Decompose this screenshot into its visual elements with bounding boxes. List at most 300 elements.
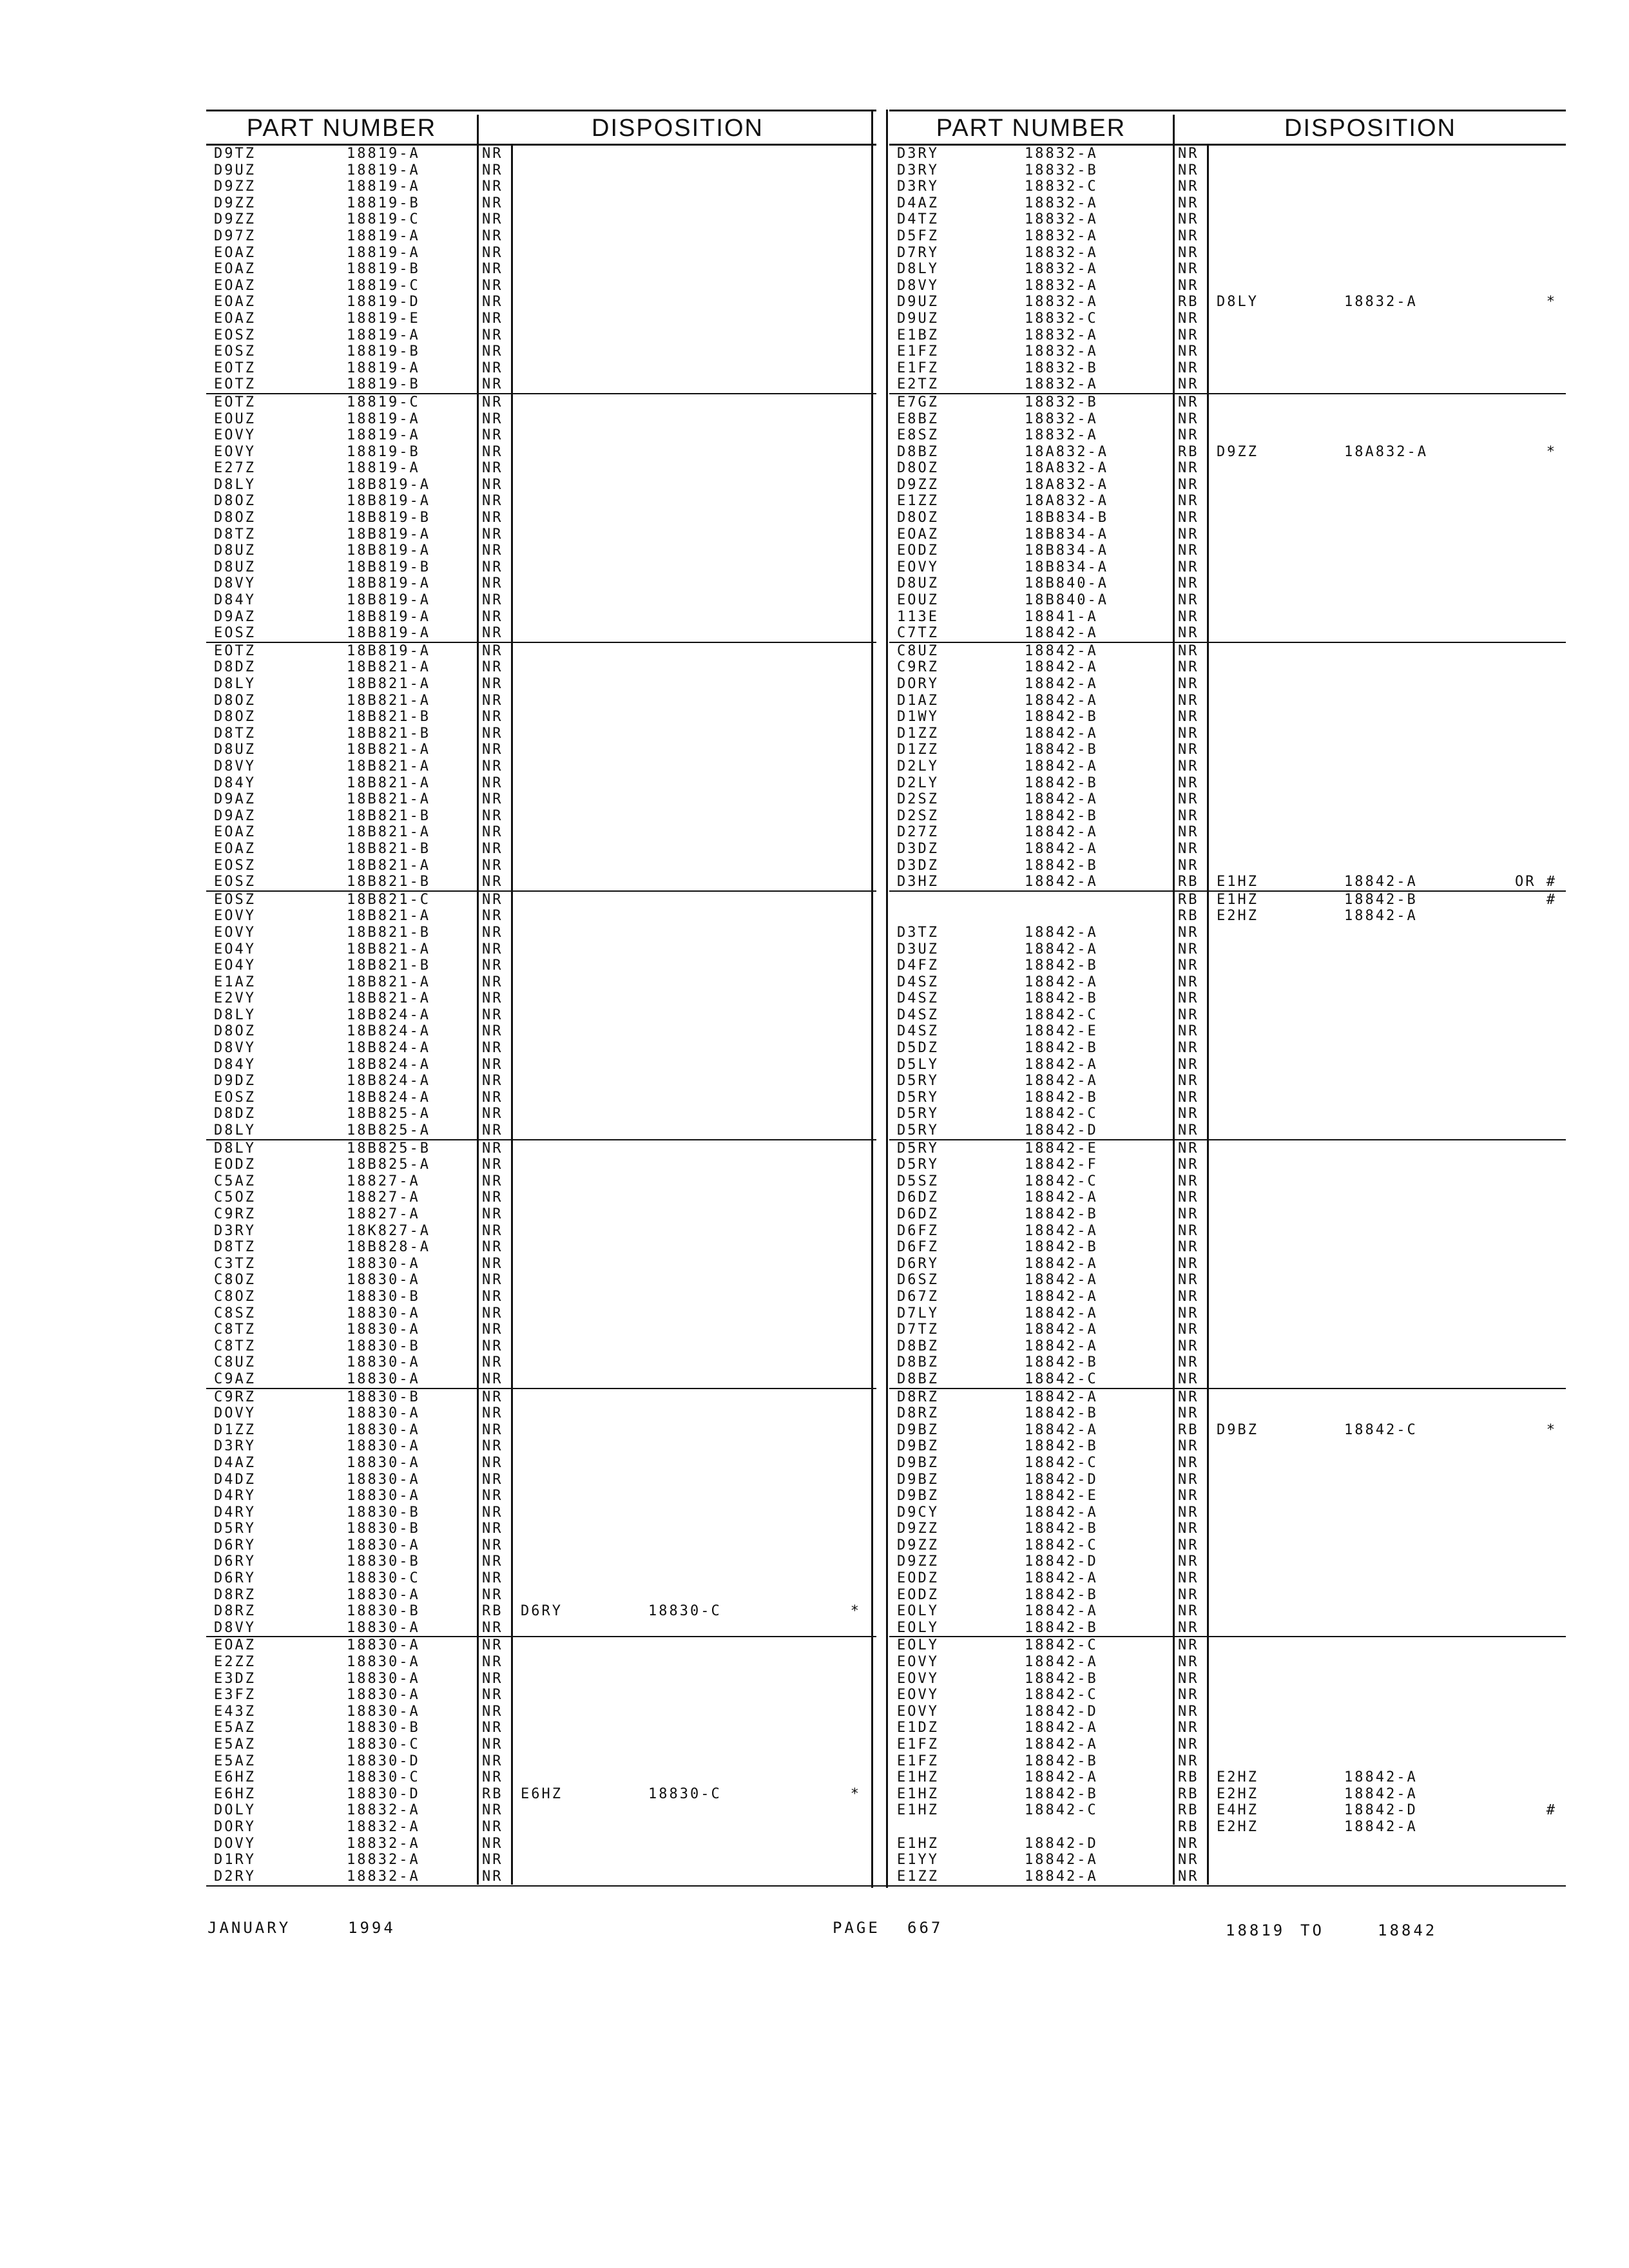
replacement-part-number bbox=[629, 575, 790, 592]
disposition-code: RB bbox=[1173, 874, 1209, 890]
replacement-part-number bbox=[1325, 1753, 1486, 1770]
part-prefix: EODZ bbox=[897, 1570, 939, 1587]
disposition-note bbox=[1486, 228, 1563, 245]
part-prefix: C8UZ bbox=[214, 1354, 256, 1371]
disposition-code: NR bbox=[477, 343, 513, 360]
part-number: 18B821-B bbox=[347, 807, 430, 824]
disposition-code: NR bbox=[1173, 824, 1209, 841]
replacement-part-number bbox=[629, 1687, 790, 1704]
replacement-prefix bbox=[513, 693, 629, 709]
part-number: 18819-B bbox=[347, 376, 420, 393]
table-row bbox=[206, 1769, 876, 1786]
part-number: 18827-A bbox=[347, 1189, 420, 1206]
replacement-prefix bbox=[513, 659, 629, 676]
part-number: 18819-A bbox=[347, 460, 420, 477]
replacement-prefix bbox=[513, 808, 629, 825]
part-number: 18B834-A bbox=[1025, 543, 1108, 559]
replacement-part-number bbox=[629, 1057, 790, 1073]
table-row bbox=[206, 609, 876, 626]
replacement-prefix bbox=[513, 824, 629, 841]
part-number: 18832-A bbox=[1025, 146, 1098, 162]
part-number: 18842-D bbox=[1025, 1122, 1098, 1139]
disposition-note bbox=[790, 1802, 867, 1819]
replacement-prefix bbox=[513, 1438, 629, 1455]
disposition-note bbox=[790, 493, 867, 510]
part-number: 18830-A bbox=[347, 1305, 420, 1321]
disposition-code: NR bbox=[1173, 526, 1209, 543]
part-number: 18842-A bbox=[1025, 824, 1098, 841]
replacement-prefix bbox=[1209, 427, 1325, 444]
replacement-prefix bbox=[513, 1223, 629, 1240]
part-prefix: D5RY bbox=[214, 1521, 256, 1537]
part-number: 18830-A bbox=[347, 1619, 420, 1636]
table-row bbox=[889, 1869, 1566, 1885]
replacement-prefix bbox=[513, 1389, 629, 1406]
disposition-note: * bbox=[850, 1785, 861, 1802]
table-row bbox=[206, 327, 876, 344]
replacement-part-number bbox=[1325, 559, 1486, 576]
table-row bbox=[206, 592, 876, 609]
replacement-prefix bbox=[1209, 510, 1325, 526]
disposition-code: NR bbox=[1173, 1587, 1209, 1604]
disposition-note bbox=[1486, 1354, 1563, 1371]
replacement-part-number bbox=[629, 742, 790, 758]
part-number: 18842-C bbox=[1025, 1006, 1098, 1023]
replacement-prefix bbox=[513, 1354, 629, 1371]
table-row bbox=[206, 841, 876, 858]
disposition-code: NR bbox=[477, 758, 513, 775]
part-number: 18B819-A bbox=[347, 476, 430, 493]
disposition-note bbox=[790, 1256, 867, 1273]
part-prefix: D9AZ bbox=[214, 791, 256, 808]
replacement-part-number bbox=[1325, 1073, 1486, 1090]
part-prefix: C7TZ bbox=[897, 625, 939, 642]
part-number: 18B840-A bbox=[1025, 592, 1108, 609]
replacement-prefix bbox=[513, 211, 629, 228]
part-number: 18819-A bbox=[347, 227, 420, 244]
table-row bbox=[206, 1603, 876, 1620]
part-prefix: D6RY bbox=[214, 1553, 256, 1570]
part-prefix: D5RY bbox=[897, 1140, 939, 1157]
replacement-part-number bbox=[629, 1504, 790, 1521]
part-number: 18830-A bbox=[347, 1421, 420, 1438]
disposition-code: NR bbox=[1173, 1553, 1209, 1570]
disposition-note bbox=[790, 693, 867, 709]
part-prefix: D9ZZ bbox=[897, 1537, 939, 1553]
part-prefix: DOLY bbox=[214, 1802, 256, 1819]
disposition-code: NR bbox=[1173, 493, 1209, 510]
table-row bbox=[206, 1354, 876, 1371]
disposition-code: NR bbox=[477, 1553, 513, 1570]
table-row bbox=[889, 1338, 1566, 1355]
replacement-part-number bbox=[629, 1338, 790, 1355]
part-number: 18830-A bbox=[347, 1703, 420, 1720]
disposition-code: NR bbox=[477, 1438, 513, 1455]
part-prefix: D5LY bbox=[897, 1056, 939, 1073]
disposition-code: NR bbox=[1173, 1654, 1209, 1671]
disposition-note bbox=[1486, 1206, 1563, 1223]
disposition-code: NR bbox=[477, 908, 513, 925]
replacement-part-number bbox=[1325, 1836, 1486, 1852]
part-prefix: D5RY bbox=[897, 1122, 939, 1139]
part-number: 18B819-A bbox=[347, 493, 430, 510]
part-prefix: E1HZ bbox=[897, 1769, 939, 1786]
disposition-code: NR bbox=[1173, 609, 1209, 626]
part-prefix: D8VY bbox=[897, 277, 939, 294]
disposition-code: NR bbox=[477, 676, 513, 693]
part-prefix: EOSZ bbox=[214, 343, 256, 360]
disposition-note bbox=[790, 311, 867, 327]
part-number: 18842-D bbox=[1025, 1553, 1098, 1570]
replacement-part-number bbox=[1325, 592, 1486, 609]
part-number: 18830-C bbox=[347, 1769, 420, 1786]
left-table-header bbox=[206, 110, 876, 146]
table-row bbox=[889, 178, 1566, 195]
part-prefix: D2SZ bbox=[897, 807, 939, 824]
replacement-part-number bbox=[1325, 1455, 1486, 1472]
disposition-note bbox=[1486, 643, 1563, 660]
disposition-note bbox=[1486, 791, 1563, 808]
table-row bbox=[889, 709, 1566, 726]
disposition-code: NR bbox=[477, 1223, 513, 1240]
replacement-part-number: 18842-C bbox=[1344, 1421, 1418, 1438]
table-row bbox=[889, 559, 1566, 576]
part-prefix: E3FZ bbox=[214, 1687, 256, 1704]
part-number: 18B825-A bbox=[347, 1122, 430, 1139]
replacement-part-number bbox=[1325, 1687, 1486, 1704]
disposition-note bbox=[790, 146, 867, 162]
part-prefix: EOVY bbox=[897, 1703, 939, 1720]
table-row bbox=[889, 808, 1566, 825]
part-number: 18832-B bbox=[1025, 360, 1098, 376]
table-row bbox=[206, 1852, 876, 1869]
replacement-part-number bbox=[629, 1654, 790, 1671]
replacement-part-number bbox=[629, 841, 790, 858]
replacement-part-number bbox=[629, 1488, 790, 1504]
disposition-note bbox=[1486, 327, 1563, 344]
disposition-code: NR bbox=[477, 1040, 513, 1057]
replacement-part-number bbox=[1325, 376, 1486, 393]
part-number: 18B821-A bbox=[347, 774, 430, 791]
replacement-part-number bbox=[629, 1736, 790, 1753]
table-row bbox=[206, 444, 876, 461]
replacement-part-number bbox=[629, 1371, 790, 1388]
part-prefix: EOAZ bbox=[214, 840, 256, 857]
disposition-note bbox=[790, 1140, 867, 1157]
replacement-prefix bbox=[1209, 693, 1325, 709]
part-prefix: D5RY bbox=[897, 1157, 939, 1173]
replacement-part-number bbox=[629, 1321, 790, 1338]
disposition-code: NR bbox=[1173, 1438, 1209, 1455]
replacement-part-number bbox=[629, 808, 790, 825]
replacement-part-number bbox=[1325, 195, 1486, 212]
disposition-code: RB bbox=[1173, 1769, 1209, 1786]
replacement-part-number bbox=[1325, 643, 1486, 660]
disposition-code: NR bbox=[477, 709, 513, 726]
replacement-part-number bbox=[629, 824, 790, 841]
disposition-note bbox=[790, 1671, 867, 1687]
part-number: 18B821-A bbox=[347, 659, 430, 676]
part-number: 18832-A bbox=[1025, 195, 1098, 211]
part-number: 18827-A bbox=[347, 1206, 420, 1222]
disposition-note bbox=[1486, 1305, 1563, 1322]
part-prefix: E6HZ bbox=[214, 1769, 256, 1786]
replacement-prefix bbox=[513, 742, 629, 758]
part-prefix: EOVY bbox=[897, 1654, 939, 1671]
disposition-note: * bbox=[850, 1603, 861, 1620]
part-number: 18842-F bbox=[1025, 1157, 1098, 1173]
replacement-part-number bbox=[1325, 791, 1486, 808]
part-number: 18B819-A bbox=[347, 543, 430, 559]
disposition-code: NR bbox=[477, 376, 513, 393]
part-number: 18B834-B bbox=[1025, 510, 1108, 526]
replacement-part-number bbox=[1325, 1239, 1486, 1256]
replacement-prefix bbox=[513, 1338, 629, 1355]
part-prefix: D8DZ bbox=[214, 1106, 256, 1122]
replacement-part-number bbox=[1325, 178, 1486, 195]
part-number: 18832-B bbox=[1025, 162, 1098, 178]
disposition-code: NR bbox=[477, 643, 513, 660]
part-prefix: EOAZ bbox=[214, 824, 256, 841]
table-row bbox=[889, 460, 1566, 477]
replacement-prefix bbox=[513, 1521, 629, 1537]
replacement-prefix bbox=[513, 592, 629, 609]
part-number: 18842-B bbox=[1025, 1089, 1098, 1106]
part-prefix: EOLY bbox=[897, 1619, 939, 1636]
replacement-prefix bbox=[513, 1654, 629, 1671]
replacement-prefix bbox=[1209, 1488, 1325, 1504]
replacement-prefix bbox=[1209, 1007, 1325, 1024]
disposition-note bbox=[790, 1272, 867, 1289]
table-row bbox=[889, 1090, 1566, 1106]
part-prefix: C5OZ bbox=[214, 1189, 256, 1206]
disposition-code: NR bbox=[477, 575, 513, 592]
part-number: 18B821-A bbox=[347, 791, 430, 808]
part-number: 18842-D bbox=[1025, 1703, 1098, 1720]
replacement-prefix bbox=[1209, 195, 1325, 212]
disposition-note bbox=[790, 1720, 867, 1736]
disposition-note bbox=[790, 294, 867, 311]
disposition-note bbox=[790, 1057, 867, 1073]
table-row bbox=[206, 1504, 876, 1521]
table-row bbox=[889, 609, 1566, 626]
disposition-code: NR bbox=[477, 808, 513, 825]
part-number: 18B821-B bbox=[347, 840, 430, 857]
disposition-code: NR bbox=[1173, 1869, 1209, 1885]
disposition-note bbox=[790, 211, 867, 228]
replacement-prefix bbox=[1209, 1537, 1325, 1554]
replacement-prefix: E2HZ bbox=[1217, 1818, 1258, 1835]
table-row bbox=[206, 1570, 876, 1587]
replacement-prefix bbox=[513, 1189, 629, 1206]
part-number: 18842-A bbox=[1025, 1852, 1098, 1869]
replacement-prefix bbox=[513, 1272, 629, 1289]
replacement-prefix bbox=[1209, 1852, 1325, 1869]
table-row bbox=[889, 1239, 1566, 1256]
disposition-code: NR bbox=[477, 941, 513, 958]
part-prefix: D9DZ bbox=[214, 1073, 256, 1090]
part-number: 18842-A bbox=[1025, 1255, 1098, 1272]
replacement-part-number bbox=[1325, 411, 1486, 428]
part-prefix: D9TZ bbox=[214, 146, 256, 162]
disposition-note bbox=[1486, 758, 1563, 775]
disposition-note bbox=[1486, 1736, 1563, 1753]
replacement-part-number bbox=[629, 1671, 790, 1687]
replacement-part-number bbox=[1325, 1504, 1486, 1521]
replacement-part-number bbox=[1325, 1040, 1486, 1057]
disposition-code: NR bbox=[477, 394, 513, 411]
replacement-prefix: D6RY bbox=[521, 1603, 563, 1620]
table-row bbox=[889, 1140, 1566, 1157]
disposition-note bbox=[790, 1239, 867, 1256]
disposition-note bbox=[790, 974, 867, 991]
part-prefix: D6RY bbox=[214, 1537, 256, 1553]
part-prefix: E1FZ bbox=[897, 1753, 939, 1769]
table-row bbox=[206, 709, 876, 726]
part-prefix: EOSZ bbox=[214, 891, 256, 908]
replacement-part-number bbox=[1325, 1354, 1486, 1371]
replacement-part-number bbox=[1325, 460, 1486, 477]
replacement-part-number bbox=[1325, 709, 1486, 726]
disposition-note bbox=[790, 1736, 867, 1753]
part-number: 18819-B bbox=[347, 195, 420, 211]
disposition-code: NR bbox=[477, 1570, 513, 1587]
part-prefix: E1YY bbox=[897, 1852, 939, 1869]
disposition-note bbox=[1486, 1140, 1563, 1157]
disposition-code: NR bbox=[1173, 1570, 1209, 1587]
replacement-part-number bbox=[1325, 493, 1486, 510]
part-prefix: D8TZ bbox=[214, 1239, 256, 1256]
table-row bbox=[889, 1023, 1566, 1040]
footer-range-from: 18819 bbox=[1226, 1921, 1286, 1939]
table-row bbox=[206, 1620, 876, 1638]
disposition-code: NR bbox=[477, 1422, 513, 1439]
table-row bbox=[206, 510, 876, 526]
replacement-prefix bbox=[1209, 1570, 1325, 1587]
disposition-note bbox=[790, 1455, 867, 1472]
replacement-part-number bbox=[629, 1637, 790, 1654]
replacement-part-number bbox=[629, 1023, 790, 1040]
disposition-note bbox=[1486, 726, 1563, 742]
disposition-note bbox=[1486, 1389, 1563, 1406]
part-number: 18832-A bbox=[1025, 376, 1098, 393]
replacement-prefix bbox=[1209, 1438, 1325, 1455]
disposition-code: NR bbox=[1173, 477, 1209, 494]
disposition-note bbox=[1486, 1438, 1563, 1455]
table-row bbox=[206, 526, 876, 543]
part-number: 18832-A bbox=[347, 1818, 420, 1835]
replacement-prefix bbox=[513, 1090, 629, 1106]
disposition-note bbox=[790, 343, 867, 360]
replacement-part-number: 18842-A bbox=[1344, 1785, 1418, 1802]
replacement-part-number bbox=[1325, 824, 1486, 841]
part-number: 18842-B bbox=[1025, 1206, 1098, 1222]
disposition-code: NR bbox=[1173, 659, 1209, 676]
table-row bbox=[889, 1786, 1566, 1803]
disposition-code: NR bbox=[477, 245, 513, 262]
part-number: 18842-C bbox=[1025, 1802, 1098, 1819]
replacement-prefix bbox=[1209, 957, 1325, 974]
replacement-prefix bbox=[513, 1173, 629, 1190]
disposition-note bbox=[1486, 1521, 1563, 1537]
replacement-prefix bbox=[513, 1472, 629, 1488]
replacement-part-number bbox=[629, 625, 790, 642]
replacement-prefix bbox=[513, 360, 629, 377]
disposition-code: NR bbox=[477, 1488, 513, 1504]
disposition-note bbox=[790, 1305, 867, 1322]
replacement-prefix bbox=[1209, 1405, 1325, 1422]
part-prefix: D3RY bbox=[214, 1438, 256, 1455]
disposition-note bbox=[790, 1206, 867, 1223]
part-prefix: EOSZ bbox=[214, 327, 256, 343]
replacement-prefix bbox=[1209, 477, 1325, 494]
part-prefix: D5FZ bbox=[897, 227, 939, 244]
table-row bbox=[206, 1587, 876, 1604]
part-number: 18819-E bbox=[347, 310, 420, 327]
replacement-part-number bbox=[629, 1753, 790, 1770]
part-number: 18830-C bbox=[347, 1570, 420, 1587]
replacement-part-number bbox=[629, 1802, 790, 1819]
replacement-part-number: 18A832-A bbox=[1344, 443, 1428, 460]
part-number: 18842-A bbox=[1025, 692, 1098, 709]
part-number: 18832-A bbox=[1025, 227, 1098, 244]
disposition-code: NR bbox=[1173, 261, 1209, 278]
replacement-prefix bbox=[1209, 990, 1325, 1007]
part-prefix: C8SZ bbox=[214, 1305, 256, 1321]
replacement-prefix bbox=[1209, 1157, 1325, 1173]
replacement-prefix bbox=[1209, 1122, 1325, 1139]
part-number: 18B824-A bbox=[347, 1040, 430, 1057]
part-number: 18B825-B bbox=[347, 1140, 430, 1157]
footer-range-to-label: TO bbox=[1300, 1921, 1324, 1939]
part-prefix: EOSZ bbox=[214, 874, 256, 890]
replacement-part-number bbox=[629, 1272, 790, 1289]
disposition-code: NR bbox=[1173, 858, 1209, 874]
right-part-number-heading: PART NUMBER bbox=[936, 115, 1126, 142]
part-number: 18K827-A bbox=[347, 1222, 430, 1239]
replacement-prefix bbox=[1209, 1389, 1325, 1406]
replacement-part-number: 18842-A bbox=[1344, 874, 1418, 890]
disposition-note bbox=[790, 1223, 867, 1240]
replacement-part-number bbox=[629, 1553, 790, 1570]
table-row bbox=[206, 1869, 876, 1885]
replacement-prefix bbox=[1209, 1553, 1325, 1570]
table-row bbox=[889, 1354, 1566, 1371]
part-prefix: D8VY bbox=[214, 1040, 256, 1057]
disposition-note bbox=[1486, 659, 1563, 676]
replacement-part-number bbox=[1325, 1521, 1486, 1537]
part-prefix: E8SZ bbox=[897, 427, 939, 444]
table-row bbox=[889, 1472, 1566, 1488]
replacement-part-number bbox=[629, 974, 790, 991]
replacement-part-number bbox=[1325, 1023, 1486, 1040]
replacement-part-number bbox=[1325, 1157, 1486, 1173]
table-row bbox=[206, 625, 876, 643]
disposition-code: NR bbox=[477, 1852, 513, 1869]
part-prefix: D8OZ bbox=[897, 460, 939, 477]
part-prefix: EOAZ bbox=[214, 277, 256, 294]
disposition-note bbox=[790, 178, 867, 195]
disposition-note bbox=[790, 1553, 867, 1570]
disposition-code: NR bbox=[1173, 1206, 1209, 1223]
part-prefix: D1WY bbox=[897, 709, 939, 726]
replacement-prefix bbox=[513, 1256, 629, 1273]
part-number: 18B824-A bbox=[347, 1089, 430, 1106]
table-row bbox=[206, 1305, 876, 1322]
replacement-part-number bbox=[629, 460, 790, 477]
part-number: 18832-A bbox=[1025, 410, 1098, 427]
replacement-part-number bbox=[1325, 1852, 1486, 1869]
